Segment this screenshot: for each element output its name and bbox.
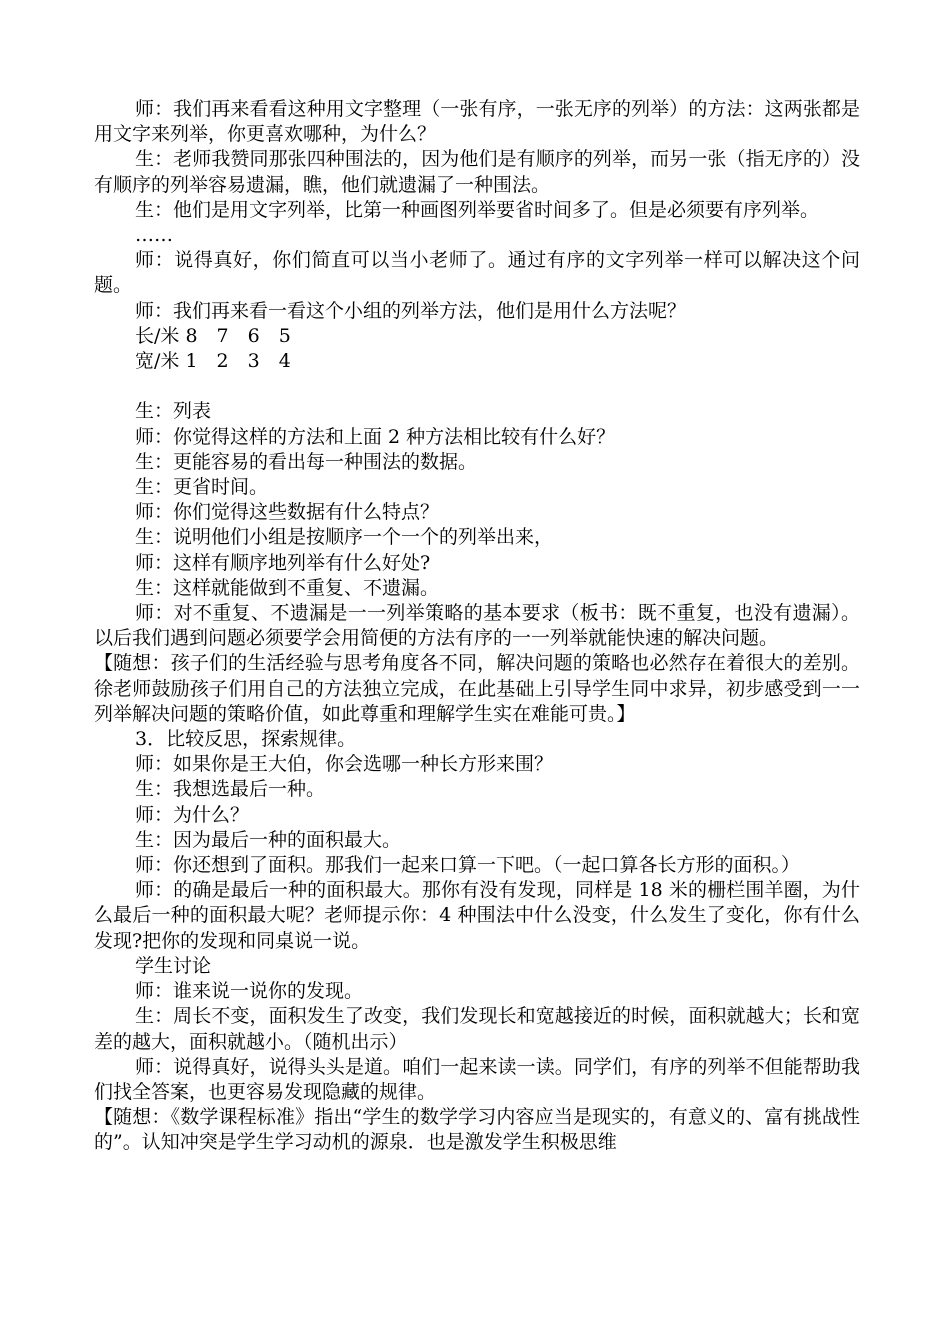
paragraph-13: 生：更省时间。 [135, 476, 269, 499]
width-row: 宽/米 1 2 3 4 [135, 350, 291, 373]
paragraph-1: 师：我们再来看看这种用文字整理（一张有序，一张无序的列举）的方法：这两张都是用文字来列举，你更喜欢哪种，为什么？ [94, 98, 860, 146]
reflection-note-2: 【随想：《数学课程标准》指出“学生的数学学习内容应当是现实的，有意义的、富有挑战性的”。认知冲突是学生学习动机的源泉．也是激发学生积极思维 [94, 1106, 860, 1154]
reflection-note-1: 【随想：孩子们的生活经验与思考角度各不同，解决问题的策略也必然存在着很大的差别。徐老师鼓励孩子们用自己的方法独立完成，在此基础上引导学生同中求异，初步感受到一一列举解决问题的策略价值，如此尊重和理解学生实在难能可贵。】 [94, 652, 860, 725]
paragraph-27: 学生讨论 [135, 954, 212, 977]
paragraph-28: 师：谁来说一说你的发现。 [135, 980, 364, 1003]
paragraph-ellipsis: …… [135, 224, 173, 247]
paragraph-6: 师：我们再来看一看这个小组的列举方法，他们是用什么方法呢？ [135, 299, 687, 322]
paragraph-2: 生：老师我赞同那张四种围法的，因为他们是有顺序的列举，而另一张（指无序的）没有顺序的列举容易遗漏，瞧，他们就遗漏了一种围法。 [94, 148, 860, 196]
paragraph-16: 师：这样有顺序地列举有什么好处? [135, 551, 431, 574]
paragraph-12: 生：更能容易的看出每一种围法的数据。 [135, 450, 478, 473]
section-heading-3: 3．比较反思，探索规律。 [135, 728, 357, 751]
paragraph-25: 师：你还想到了面积。那我们一起来口算一下吧。（一起口算各长方形的面积。） [135, 854, 801, 877]
paragraph-5: 师：说得真好，你们简直可以当小老师了。通过有序的文字列举一样可以解决这个问题。 [94, 249, 860, 297]
paragraph-18: 师：对不重复、不遗漏是一一列举策略的基本要求（板书：既不重复，也没有遗漏）。以后我们遇到问题必须要学会用简便的方法有序的一一列举就能快速的解决问题。 [94, 602, 860, 650]
paragraph-26: 师：的确是最后一种的面积最大。那你有没有发现，同样是 18 米的栅栏围羊圈，为什么最后一种的面积最大呢？老师提示你：4 种围法中什么没变，什么发生了变化，你有什么发现?把你的发现和同桌说一说。 [94, 879, 860, 952]
paragraph-14: 师：你们觉得这些数据有什么特点？ [135, 501, 440, 524]
paragraph-30: 师：说得真好，说得头头是道。咱们一起来读一读。同学们，有序的列举不但能帮助我们找全答案，也更容易发现隐藏的规律。 [94, 1055, 860, 1103]
document-page [94, 97, 860, 1156]
paragraph-21: 师：如果你是王大伯，你会选哪一种长方形来围？ [135, 753, 554, 776]
paragraph-29: 生：周长不变，面积发生了改变，我们发现长和宽越接近的时候，面积就越大；长和宽差的越大，面积就越小。（随机出示） [94, 1005, 860, 1053]
paragraph-17: 生：这样就能做到不重复、不遗漏。 [135, 576, 440, 599]
paragraph-11: 师：你觉得这样的方法和上面 2 种方法相比较有什么好？ [135, 425, 616, 448]
length-row: 长/米 8 7 6 5 [135, 324, 291, 347]
paragraph-22: 生：我想选最后一种。 [135, 778, 326, 801]
blank-line [94, 374, 860, 399]
paragraph-24: 生：因为最后一种的面积最大。 [135, 828, 402, 851]
paragraph-10: 生：列表 [135, 400, 212, 423]
paragraph-3: 生：他们是用文字列举，比第一种画图列举要省时间多了。但是必须要有序列举。 [135, 198, 820, 221]
paragraph-15: 生：说明他们小组是按顺序一个一个的列举出来， [135, 526, 554, 549]
paragraph-23: 师：为什么？ [135, 803, 250, 826]
